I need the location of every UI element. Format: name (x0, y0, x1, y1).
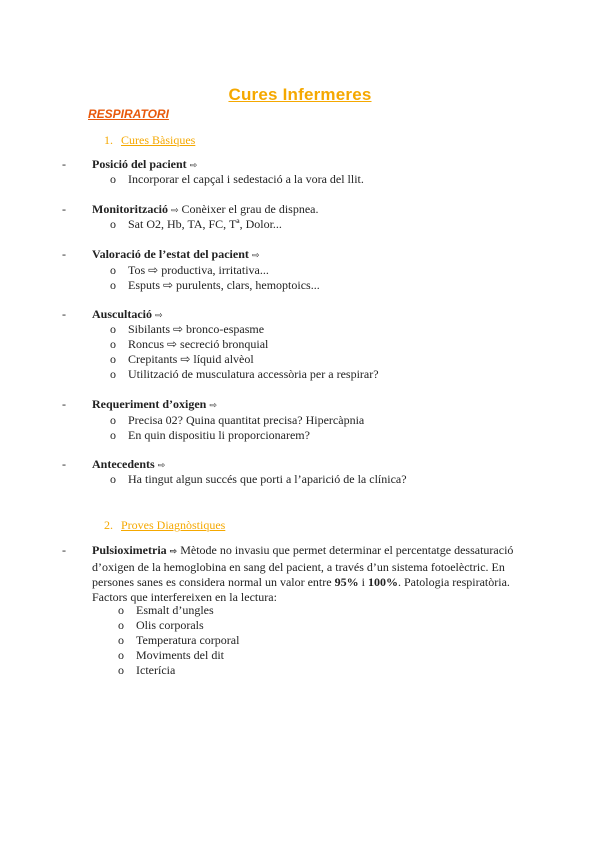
section-number: 1. (104, 133, 113, 147)
sub-item (110, 472, 407, 487)
bold-value: 95% (334, 575, 359, 589)
paragraph-text: persones sanes es considera normal un valor entre (92, 575, 335, 589)
bullet-icon: o (110, 413, 116, 427)
sub-item (110, 352, 254, 367)
pulsioximetria-paragraph (92, 543, 515, 605)
section-heading-proves-diagnostiques (104, 518, 225, 533)
factor-item (118, 663, 175, 678)
list-item-valoracio (62, 247, 259, 264)
bullet-icon: o (110, 428, 116, 442)
section-label: Proves Diagnòstiques (121, 518, 226, 532)
sub-item-text: Sat O2, Hb, TA, FC, Tª, Dolor... (128, 217, 282, 231)
factor-item (118, 603, 214, 618)
sub-item (110, 367, 379, 382)
arrow-icon: ⇨ (170, 206, 179, 216)
arrow-icon: ⇨ (251, 251, 260, 261)
bullet-icon: o (110, 217, 116, 231)
section-number: 2. (104, 518, 113, 532)
paragraph-line (92, 543, 515, 560)
sub-item-text: Precisa 02? Quina quantitat precisa? Hipercàpnia (128, 413, 365, 427)
sub-item-text: Crepitants ⇨ líquid alvèol (128, 352, 254, 366)
factor-text: Esmalt d’ungles (136, 603, 214, 617)
sub-item-text: Incorporar el capçal i sedestació a la vora del llit. (128, 172, 364, 186)
bullet-icon: o (118, 663, 124, 677)
factor-text: Moviments del dit (136, 648, 224, 662)
bullet-icon: o (118, 633, 124, 647)
arrow-icon: ⇨ (209, 401, 217, 411)
sub-item (110, 413, 364, 428)
list-item-requeriment-oxigen (62, 397, 217, 414)
factor-item (118, 633, 239, 648)
bold-value: 100% (367, 575, 398, 589)
sub-item (110, 172, 364, 187)
arrow-icon: ⇨ (189, 161, 198, 171)
bullet-icon: o (110, 367, 116, 381)
item-name: Auscultació (92, 307, 152, 321)
bullet-icon: o (110, 263, 116, 277)
arrow-icon: ⇨ (157, 461, 166, 471)
dash: - (62, 397, 66, 411)
section-heading-cures-basiques (104, 133, 195, 148)
bullet-icon: o (110, 322, 116, 336)
sub-item (110, 278, 320, 293)
factor-item (118, 618, 204, 633)
sub-item (110, 322, 264, 337)
factor-text: Temperatura corporal (136, 633, 240, 647)
dash: - (62, 202, 66, 216)
bullet-icon: o (110, 278, 116, 292)
bullet-icon: o (110, 352, 116, 366)
item-name: Posició del pacient (92, 157, 187, 171)
page-subtitle: RESPIRATORI (88, 107, 169, 121)
bullet-icon: o (110, 172, 116, 186)
factor-item (118, 648, 224, 663)
sub-item-text: Roncus ⇨ secreció bronquial (128, 337, 269, 351)
page-title: Cures Infermeres (228, 85, 372, 104)
bullet-icon: o (118, 603, 124, 617)
section-label: Cures Bàsiques (121, 133, 196, 147)
dash: - (62, 457, 66, 471)
arrow-icon: ⇨ (169, 547, 178, 557)
item-name: Antecedents (92, 457, 155, 471)
sub-item-text: En quin dispositiu li proporcionarem? (128, 428, 310, 442)
factor-text: Icterícia (136, 663, 176, 677)
item-name: Valoració de l’estat del pacient (92, 247, 249, 261)
item-name: Requeriment d’oxigen (92, 397, 207, 411)
paragraph-line: d’oxigen de la hemoglobina en sang del pacient, a través d’un sistema fotoelèctric. En (92, 560, 505, 574)
bullet-icon: o (118, 618, 124, 632)
dash: - (62, 543, 66, 557)
arrow-icon: ⇨ (155, 311, 163, 321)
dash: - (62, 307, 66, 321)
sub-item-text: Esputs ⇨ purulents, clars, hemoptoics... (128, 278, 320, 292)
paragraph-text: . Patologia respiratòria. (397, 575, 510, 589)
factor-text: Olis corporals (136, 618, 204, 632)
sub-item-text: Ha tingut algun succés que porti a l’aparició de la clínica? (128, 472, 407, 486)
paragraph-line: Factors que interfereixen en la lectura: (92, 590, 277, 604)
item-name: Pulsioximetria (92, 543, 167, 557)
bullet-icon: o (110, 472, 116, 486)
sub-item-text: Utilització de musculatura accessòria per a respirar? (128, 367, 379, 381)
paragraph-text: i (358, 575, 368, 589)
dash: - (62, 247, 66, 261)
sub-item-text: Sibilants ⇨ bronco-espasme (128, 322, 265, 336)
paragraph-text: Mètode no invasiu que permet determinar el percentatge dessaturació (180, 543, 514, 557)
sub-item (110, 428, 310, 443)
sub-item-text: Tos ⇨ productiva, irritativa... (128, 263, 269, 277)
bullet-icon: o (110, 337, 116, 351)
bullet-icon: o (118, 648, 124, 662)
sub-item (110, 337, 268, 352)
paragraph-line (92, 575, 515, 590)
dash: - (62, 157, 66, 171)
item-description: Conèixer el grau de dispnea. (181, 202, 319, 216)
sub-item (110, 263, 269, 278)
item-name: Monitorització (92, 202, 168, 216)
sub-item (110, 217, 282, 232)
